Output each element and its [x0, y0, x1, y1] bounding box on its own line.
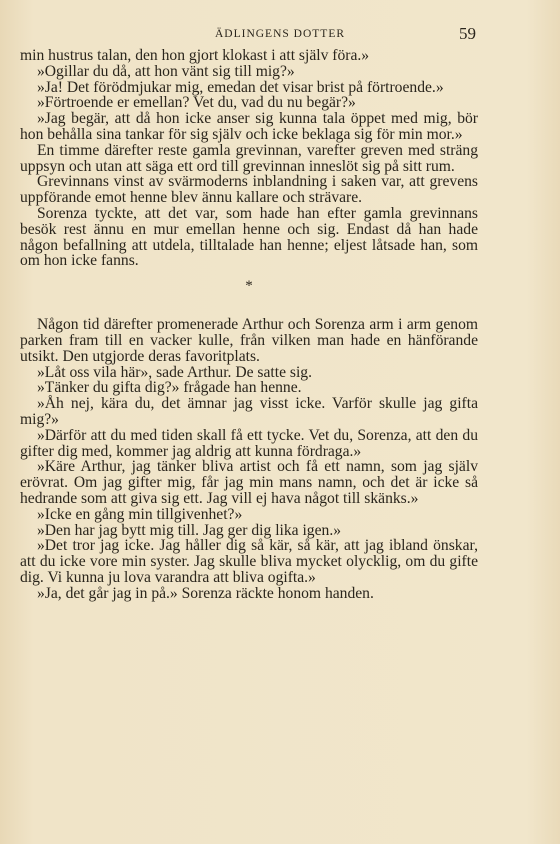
- paragraph: »Ja! Det förödmjukar mig, emedan det visar brist på förtroende.»: [37, 78, 444, 96]
- paragraph: min hustrus talan, den hon gjort klokast i att själv föra.»: [20, 47, 370, 64]
- paragraph: Grevinnans vinst av svärmoderns inblandning i saken var, att grevens uppförande emot henne blev ännu kallare och strävare.: [20, 173, 478, 207]
- paragraph: »Det tror jag icke. Jag håller dig så kär, så kär, att jag ibland önskar, att du icke vore min syster. Jag skulle bliva mycket olycklig, om du gifte dig. Vi kunna ju lova varandra att bliva ogifta.»: [20, 537, 478, 586]
- paragraph: »Icke en gång min tillgivenhet?»: [37, 505, 243, 523]
- paragraph: Sorenza tyckte, att det var, som hade han efter gamla grevinnans besök rest ännu en mur emellan henne och sig. Endast då han hade någon befallning att utdela, tilltalade han henne; eljest låtsade han, som om hon icke fanns.: [20, 204, 478, 270]
- running-title: ÄDLINGENS DOTTER: [214, 28, 346, 40]
- paragraph: »Låt oss vila här», sade Arthur. De satte sig.: [37, 363, 312, 381]
- page-header: [0, 22, 560, 48]
- paragraph: »Den har jag bytt mig till. Jag ger dig lika igen.»: [37, 521, 342, 539]
- paragraph: »Jag begär, att då hon icke anser sig kunna tala öppet med mig, bör hon behålla sina tankar för sig själv och icke beklaga sig för min mor.»: [20, 110, 478, 143]
- paragraph: »Åh nej, kära du, det ämnar jag visst icke. Varför skulle jag gifta mig?»: [20, 395, 478, 428]
- paragraph: »Tänker du gifta dig?» frågade han henne.: [37, 379, 302, 397]
- paragraph: En timme därefter reste gamla grevinnan, varefter greven med sträng uppsyn och utan att säga ett ord till grevinnan inneslöt sig på sitt rum.: [20, 141, 478, 175]
- page-number: 59: [459, 24, 476, 43]
- paragraph: »Ja, det går jag in på.» Sorenza räckte honom handen.: [37, 584, 374, 602]
- paragraph: »Förtroende er emellan? Vet du, vad du nu begär?»: [37, 94, 356, 112]
- paragraph: »Ogillar du då, att hon vänt sig till mig?»: [37, 62, 295, 80]
- paragraph: »Därför att du med tiden skall få ett tycke. Vet du, Sorenza, att den du gifter dig med, kommer jag aldrig att kunna fördraga.»: [20, 426, 478, 460]
- paragraph: Någon tid därefter promenerade Arthur och Sorenza arm i arm genom parken fram till en vacker kulle, från vilken man hade en hänförande utsikt. Den utgjorde deras favoritplats.: [20, 316, 478, 365]
- paragraph: »Käre Arthur, jag tänker bliva artist och få ett namn, som jag själv erövrat. Om jag gifter mig, får jag min mans namn, och det är icke så hedrande som att giva sig ett. Jag vill ej hava något till skänks.»: [20, 458, 478, 507]
- body-text: [20, 48, 478, 602]
- section-break-star: *: [245, 278, 253, 295]
